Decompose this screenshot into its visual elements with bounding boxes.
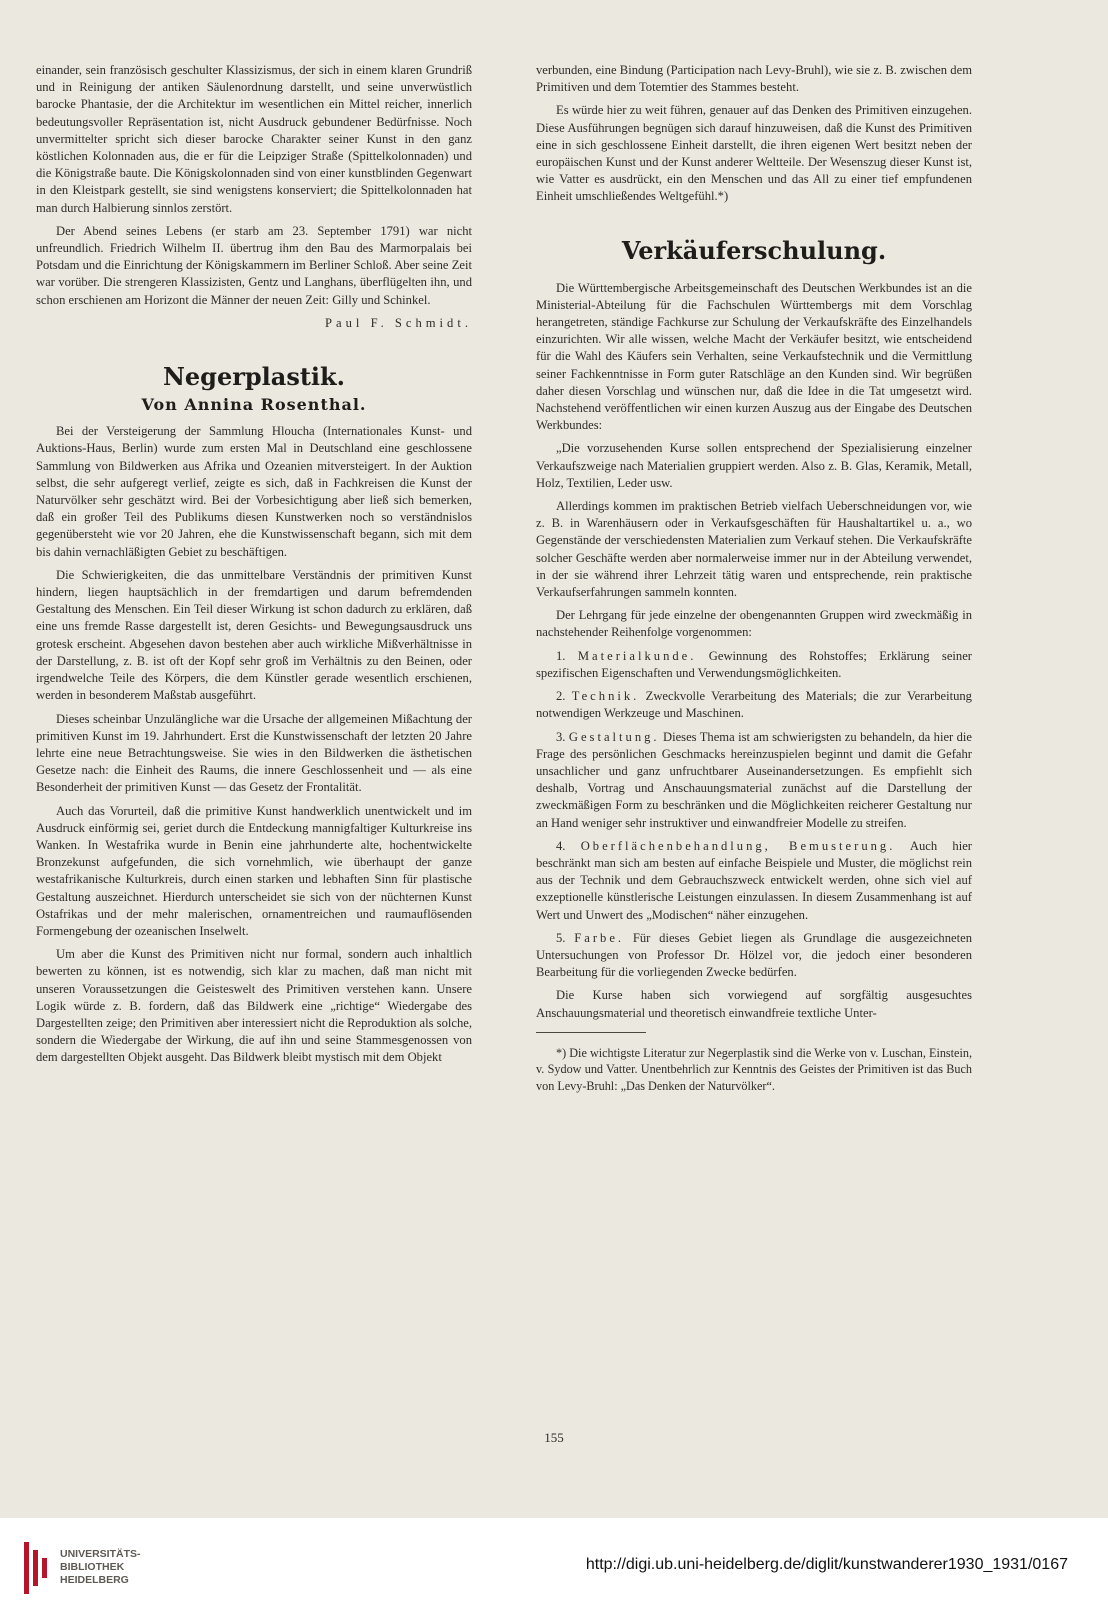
list-item (536, 838, 972, 924)
paragraph: Auch das Vorurteil, daß die primitive Kunst handwerklich unentwickelt und im Ausdruck einförmig sei, geriet durch die Entdeckung mannigfaltiger Kulturkreise ins Wanken. In Westafrika wurde in Benin eine jahrhunderte alte, hochentwickelte Bronzekunst aufgefunden, die sich vornehmlich, wie überhaupt der ganze westafrikanische Kulturkreis, durch einen starken und lebhaften Sinn für plastische Gestaltung auszeichnet. Hierdurch unterscheidet sie sich von der nüchternen Kunst Ostafrikas und der mehr malerischen, ornamentreichen und raumauflösenden Formengebung der ozeanischen Inselwelt. (36, 803, 472, 938)
paragraph: Der Abend seines Lebens (er starb am 23. September 1791) war nicht unfreundlich. Friedrich Wilhelm II. übertrug ihm den Bau des Marmorpalais bei Potsdam und die Einrichtung der Königskammern im Berliner Schloß. Aber seine Zeit war vorüber. Die strengeren Klassizisten, Gentz und Langhans, überflügelten ihn, und schon erschienen am Horizont die Männer der neuen Zeit: Gilly und Schinkel. (36, 223, 472, 307)
list-item-number: 1. (556, 648, 566, 663)
left-column (36, 62, 472, 1073)
list-item-label: Materialkunde. (577, 648, 697, 663)
paragraph: verbunden, eine Bindung (Participation nach Levy-Bruhl), wie sie z. B. zwischen dem Primitiven und dem Totemtier des Stammes besteht. (536, 63, 972, 95)
list-item-text: Dieses Thema ist am schwierigsten zu behandeln, da hier die Frage des persönlichen Geschmacks hereinzuspielen beginnt und damit die Gefahr unsachlicher und ganz unfruchtbarer Auseinandersetzungen. Es empfiehlt sich deshalb, Vortrag und Anschauungsmaterial zunächst auf die Darstellung der zweckmäßigen Form zu beschränken und die Möglichkeiten reicherer Gestaltung nur an Hand weniger sehr instruktiver und einwandfreier Modelle zu streifen. (536, 729, 973, 830)
article-title-verkaeuferschulung: Verkäuferschulung. (621, 235, 887, 265)
paragraph: Es würde hier zu weit führen, genauer auf das Denken des Primitiven einzugehen. Diese Ausführungen begnügen sich darauf hinzuweisen, daß die Kunst des Primitiven eine in sich geschlossene Einheit darstellt, die ihren eigenen Wert besitzt neben der europäischen Kunst und der Kunst anderer Weltteile. Der Wesenszug dieser Kunst ist, wie Vatter es ausdrückt, ein den Menschen und das All zu einer tief empfundenen Einheit umschließendes Weltgefühl.*) (536, 103, 972, 204)
paragraph: Die Schwierigkeiten, die das unmittelbare Verständnis der primitiven Kunst hindern, liegen hauptsächlich in der fremdartigen und darum befremdenden Gestaltung des Menschen. Ein Teil dieser Wirkung ist schon dadurch zu erklären, daß eine uns fremde Rasse dargestellt ist, deren Gesichts- und Bewegungsausdruck uns grotesk erscheint. Abgesehen davon bestehen aber auch wirkliche Mißverhältnisse in der Darstellung, z. B. ist oft der Kopf sehr groß im Verhältnis zu den Beinen, oder irgendwelche Teile des Körpers, die dem Künstler gerade wesentlich erschienen, werden in besonderem Maßstab ausgeführt. (36, 567, 472, 703)
list-item-number: 3. (556, 729, 566, 744)
list-item-number: 4. (556, 838, 566, 853)
footnote-divider (536, 1032, 646, 1033)
page-number: 155 (544, 1430, 564, 1445)
paragraph: Dieses scheinbar Unzulängliche war die Ursache der allgemeinen Mißachtung der primitiven Kunst im 19. Jahrhundert. Erst die Kunstwissenschaft der letzten 20 Jahre lehrte eine neue Betrachtungsweise. Sie wies in den Bildwerken die ästhetischen Gesetze nach: die Einheit des Raums, die innere Geschlossenheit und — als eine Besonderheit der primitiven Kunst — das Gesetz der Frontalität. (36, 711, 472, 795)
list-item-number: 2. (556, 689, 566, 704)
author-signature: Paul F. Schmidt. (325, 315, 472, 330)
list-item-text: Zweckvolle Verarbeitung des Materials; die zur Verarbeitung notwendigen Werkzeuge und Maschinen. (536, 689, 972, 721)
list-item (536, 930, 972, 982)
list-item-text: Für dieses Gebiet liegen als Grundlage die ausgezeichneten Untersuchungen von Professor Dr. Hölzel vor, die jedoch einer besonderen Bearbeitung für die vorliegenden Zwecke bedürfen. (536, 930, 973, 980)
paragraph: Allerdings kommen im praktischen Betrieb vielfach Ueberschneidungen vor, wie z. B. in Warenhäusern oder in Verkaufsgeschäften für Haushaltartikel u. a., wo Gegenstände der verschiedensten Materialien zum Verkauf stehen. Die Verkaufskräfte solcher Geschäfte werden aber normalerweise immer nur in der Abteilung verwendet, in der sie während ihrer Lehrzeit tätig waren und entsprechende, rein praktische Verkaufserfahrungen sammeln konnten. (536, 499, 972, 600)
digitization-footer (0, 1518, 1108, 1613)
source-url-link[interactable]: http://digi.ub.uni-heidelberg.de/diglit/kunstwanderer1930_1931/0167 (585, 1556, 1068, 1573)
list-item-text: Gewinnung des Rohstoffes; Erklärung seiner spezifischen Eigenschaften und Verwendungsmöglichkeiten. (536, 648, 972, 680)
list-item-label: Oberflächenbehandlung, Bemusterung. (580, 838, 896, 853)
list-item (536, 729, 972, 832)
paragraph: Der Lehrgang für jede einzelne der obengenannten Gruppen wird zweckmäßig in nachstehender Reihenfolge vorgenommen: (536, 608, 972, 640)
list-item-label: Gestaltung. (568, 729, 660, 744)
paragraph: Die Kurse haben sich vorwiegend auf sorgfältig ausgesuchtes Anschauungsmaterial und theoretisch einwandfreie textliche Unter- (536, 988, 972, 1020)
paragraph: Um aber die Kunst des Primitiven nicht nur formal, sondern auch inhaltlich bewerten zu können, ist es notwendig, sich klar zu machen, daß man nicht mit unseren Voraussetzungen die Geisteswelt des Primitiven verstehen kann. Unsere Logik würde z. B. fordern, daß das Bildwerk eine „richtige“ Wiedergabe des Dargestellten zeige; den Primitiven aber interessiert nicht die Reproduktion als solche, sondern die Wiedergabe der Wirkung, die auf ihn und seine Stammesgenossen von dem dargestellten Objekt ausgeht. Das Bildwerk bleibt mystisch mit dem Objekt (36, 947, 472, 1065)
list-item-text: Auch hier beschränkt man sich am besten auf einfache Beispiele und Muster, die möglichst rein aus der Technik und dem Gebrauchszweck entwickelt werden, ohne sich viel auf exzeptionelle künstlerische Leistungen einzulassen. In diesem Zusammenhang ist auf Wert und Unwert des „Modischen“ näher einzugehen. (536, 838, 972, 922)
article-title-negerplastik: Negerplastik. (162, 362, 346, 392)
list-item-label: Farbe. (574, 930, 625, 945)
paragraph: einander, sein französisch geschulter Klassizismus, der sich in einem klaren Grundriß und in Reinigung der antiken Säulenordnung darstellt, und seine unverwüstlich barocke Phantasie, der die Architektur im wesentlichen ein Mittel reicher, innerlich bedeutungsvoller Repräsentation ist, nicht Ausdruck gebundener Bedürfnisse. Noch unvermittelter spricht sich dieser barocke Charakter seiner Kunst in den ganz köstlichen Kolonnaden aus, die er für die Leipziger Straße (Spittelkolonnaden) und die Königstraße baute. Die Königskolonnaden sind von einer kunstblinden Gegenwart in den Kleistpark gestellt, sie sind wenigstens konserviert; die Spittelkolonnaden hat man durch Halbierung sinnlos zerstört. (36, 63, 472, 215)
list-item (536, 648, 972, 682)
paragraph: Die Württembergische Arbeitsgemeinschaft des Deutschen Werkbundes ist an die Ministerial-Abteilung für die Fachschulen Württembergs mit dem Vorschlag herangetreten, ständige Fachkurse zur Schulung der Verkaufskräfte des Einzelhandels einzurichten. Wir alle wissen, welche Macht der Verkäufer besitzt, wie entscheidend für die Wahl des Käufers sein Verhalten, seine Verkaufstechnik und die Vermittlung seiner Fachkenntnisse in Form guter Ratschläge an den Kunden sind. Wir begrüßen daher diesen Vorschlag und wünschen nur, daß die Idee in die Tat umgesetzt wird. Nachstehend veröffentlichen wir einen kurzen Auszug aus der Eingabe des Deutschen Werkbundes: (536, 280, 972, 433)
quote-paragraph: „Die vorzusehenden Kurse sollen entsprechend der Spezialisierung einzelner Verkaufszweige nach Materialien gruppiert werden. Also z. B. Glas, Keramik, Metall, Holz, Textilien, Leder usw. (536, 441, 972, 490)
right-column (536, 62, 972, 1101)
list-item (536, 688, 972, 722)
list-item-label: Technik. (571, 689, 640, 704)
library-name: UNIVERSITÄTS- BIBLIOTHEK HEIDELBERG (60, 1548, 141, 1586)
footnote: *) Die wichtigste Literatur zur Negerplastik sind die Werke von v. Luschan, Einstein, v. Sydow und Vatter. Unentbehrlich zur Kenntnis des Geistes der Primitiven ist das Buch von Levy-Bruhl: „Das Denken der Naturvölker“. (536, 1045, 972, 1093)
university-library-logo-icon (22, 1540, 50, 1596)
list-item-number: 5. (556, 930, 566, 945)
paragraph: Bei der Versteigerung der Sammlung Hloucha (Internationales Kunst- und Auktions-Haus, Berlin) wurde zum ersten Mal in Deutschland eine geschlossene Sammlung von Bildwerken aus Afrika und Ozeanien mitversteigert. In der Auktion selbst, die sehr aufgeregt verlief, zeigte es sich, daß in Fachkreisen die Kunst der Naturvölker sehr geschätzt wird. Bei der Vorbesichtigung aber ließ sich bemerken, daß ein großer Teil des Publikums diesen Kunstwerken noch so verständnislos gegenübersteht wie vor 20 Jahren, ehe die Kunstwissenschaft begann, sich mit dem bis dahin vernachläßigten Gebiet zu beschäftigen. (36, 424, 472, 559)
article-byline: Von Annina Rosenthal. (141, 395, 367, 415)
